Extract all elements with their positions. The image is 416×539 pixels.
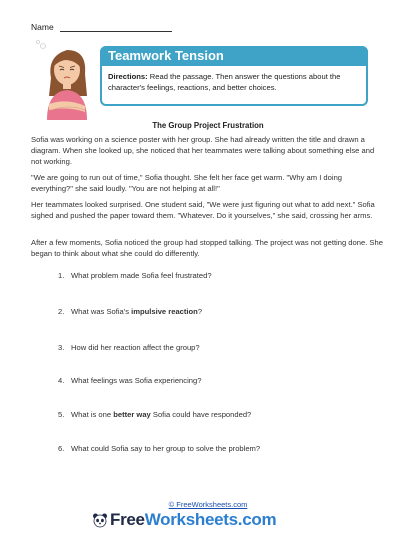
frustrated-girl-illustration: [35, 40, 105, 120]
freeworksheets-logo: FreeWorksheets.com: [110, 510, 277, 529]
copyright-link[interactable]: © FreeWorksheets.com: [168, 500, 248, 509]
passage-paragraph: "We are going to run out of time," Sofia thought. She felt her face get warm. "Why am I doing everything?" she said loudly. "You are not helping at all!": [31, 173, 343, 193]
question-5: 5. What is one better way Sofia could have responded?: [58, 410, 252, 419]
passage-paragraph: Sofia was working on a science poster with her group. She had already written the title and drawn a diagram. When she looked up, she noticed that her teammates were talking about something else and not working.: [31, 135, 375, 166]
question-1: 1. What problem made Sofia feel frustrated?: [58, 271, 212, 280]
directions-label: Directions:: [108, 72, 148, 81]
question-4: 4. What feelings was Sofia experiencing?: [58, 376, 202, 385]
passage-paragraph: After a few moments, Sofia noticed the group had stopped talking. The project was not getting done. She began to think about what she could do differently.: [31, 238, 383, 258]
passage-title: The Group Project Frustration: [152, 121, 264, 130]
question-2: 2. What was Sofia's impulsive reaction?: [58, 307, 203, 316]
name-field-row: [31, 22, 172, 32]
panda-logo-icon: [92, 512, 108, 528]
question-6: 6. What could Sofia say to her group to solve the problem?: [58, 444, 261, 453]
directions-text: [108, 71, 360, 93]
title-bar: [100, 46, 368, 66]
worksheet-title: Teamwork Tension: [108, 48, 224, 63]
name-input-line[interactable]: [60, 22, 172, 32]
name-label: Name: [31, 22, 54, 32]
directions-body: Read the passage. Then answer the questions about the character's feelings, reactions, and better choices.: [108, 72, 341, 92]
question-3: 3. How did her reaction affect the group?: [58, 343, 200, 352]
passage-paragraph: Her teammates looked surprised. One student said, "We were just figuring out what to add next." Sofia sighed and pushed the paper toward them. "Whatever. Do it yourselves," she said, crossing her arms.: [31, 200, 375, 220]
